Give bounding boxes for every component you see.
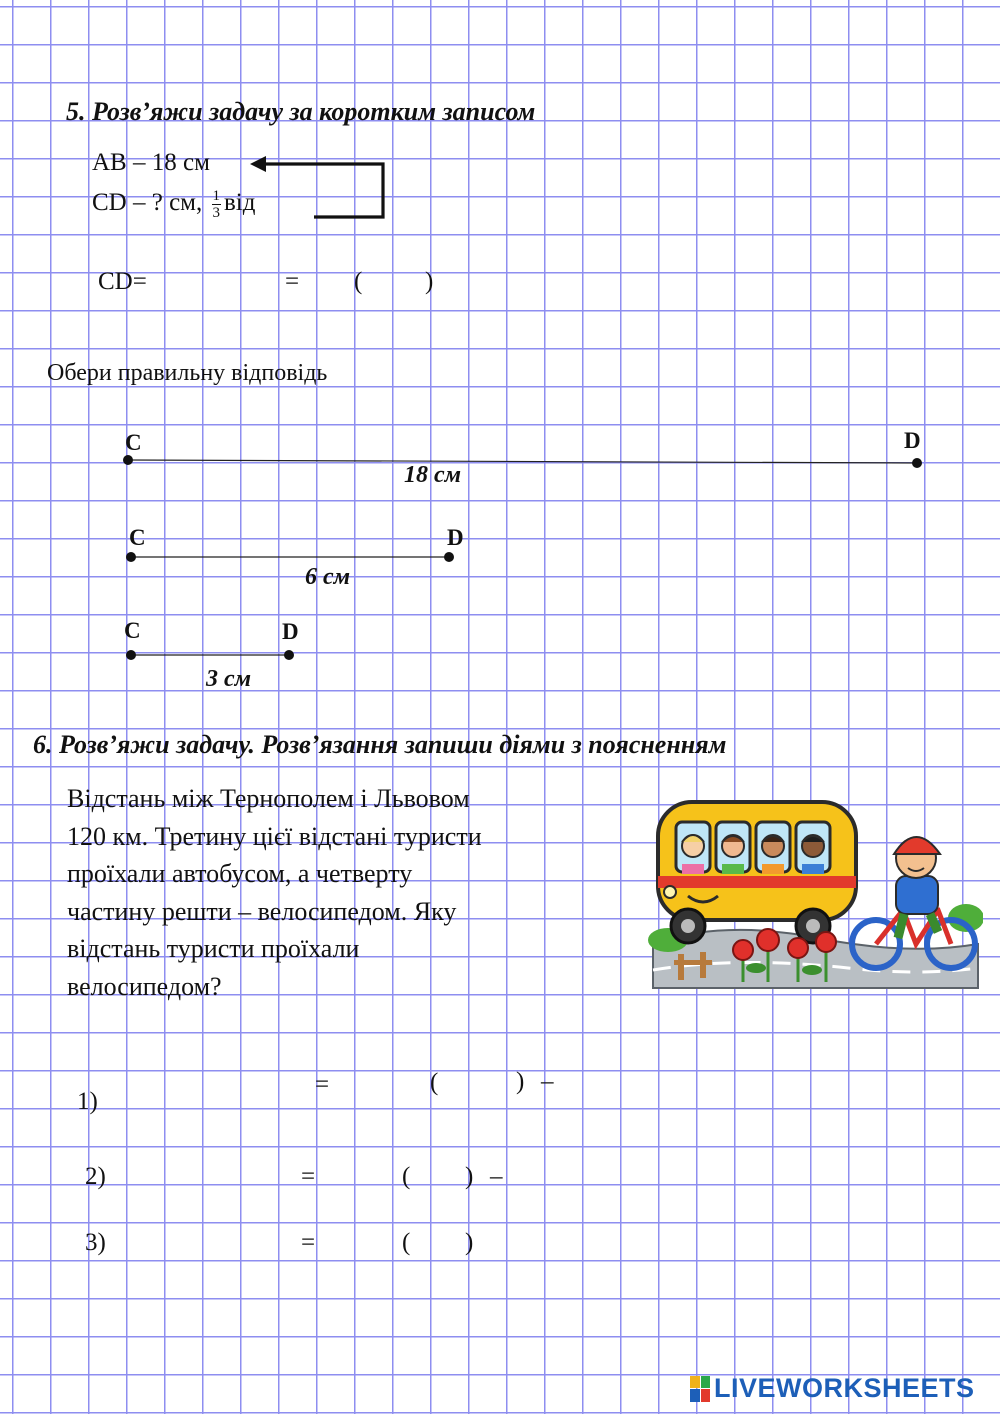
step-paren-open: (: [430, 1069, 439, 1096]
cd-equation-paren-close: ): [425, 268, 434, 295]
bus-cyclist-illustration: [648, 792, 983, 992]
step-number: 1): [77, 1088, 98, 1115]
fraction-numerator: 1: [212, 188, 220, 204]
step-dash: –: [490, 1163, 503, 1190]
bus-icon: [658, 802, 856, 943]
step-paren-close: ): [465, 1163, 474, 1190]
segment-length-label: 6 см: [305, 564, 351, 590]
fraction-denominator: 3: [212, 205, 220, 221]
step-paren-close: ): [516, 1068, 525, 1095]
point-d-label: D: [904, 428, 921, 453]
step-equals: =: [301, 1163, 316, 1190]
step-number: 3): [85, 1229, 106, 1256]
short-note-cd-suffix: від: [224, 189, 256, 217]
step-paren-open: (: [402, 1229, 411, 1256]
point-c-label: C: [124, 618, 141, 643]
cd-equation-equals: =: [285, 268, 300, 295]
task5-number: 5.: [66, 97, 86, 126]
task6-problem-text: Відстань між Тернополем і Львовом 120 км. Третину цієї відстані туристи проїхали автобусом, а четверту частину решти – велосипедом. Яку відстань туристи проїхали велосипедом?: [67, 784, 482, 1001]
segment-length-label: 18 см: [404, 462, 462, 488]
task6-title: 6. Розв’яжи задачу. Розв’язання запиши діями з поясненням: [33, 730, 727, 759]
step-dash: –: [541, 1068, 554, 1095]
short-note-cd-prefix: СD – ? см,: [92, 189, 203, 217]
point-c-label: C: [129, 525, 146, 550]
segment-length-label: 3 см: [206, 666, 252, 692]
task5-title-text: Розв’яжи задачу за коротким записом: [92, 97, 536, 126]
step-number: 2): [85, 1163, 106, 1190]
cd-equation-paren-open: (: [354, 268, 363, 295]
short-note-ab: АВ – 18 см: [92, 149, 210, 176]
liveworksheets-logo: [690, 1373, 975, 1404]
point-c-label: C: [125, 430, 142, 455]
choose-answer-prompt: Обери правильну відповідь: [47, 360, 328, 386]
step-equals: =: [315, 1071, 330, 1098]
step-equals: =: [301, 1229, 316, 1256]
liveworksheets-logo-text: LIVEWORKSHEETS: [714, 1373, 975, 1403]
point-d-label: D: [282, 619, 299, 644]
cd-equation-label: CD=: [98, 268, 147, 295]
liveworksheets-logo-icon: [690, 1376, 710, 1402]
step-paren-open: (: [402, 1163, 411, 1190]
point-d-label: D: [447, 525, 464, 550]
step-paren-close: ): [465, 1229, 474, 1256]
